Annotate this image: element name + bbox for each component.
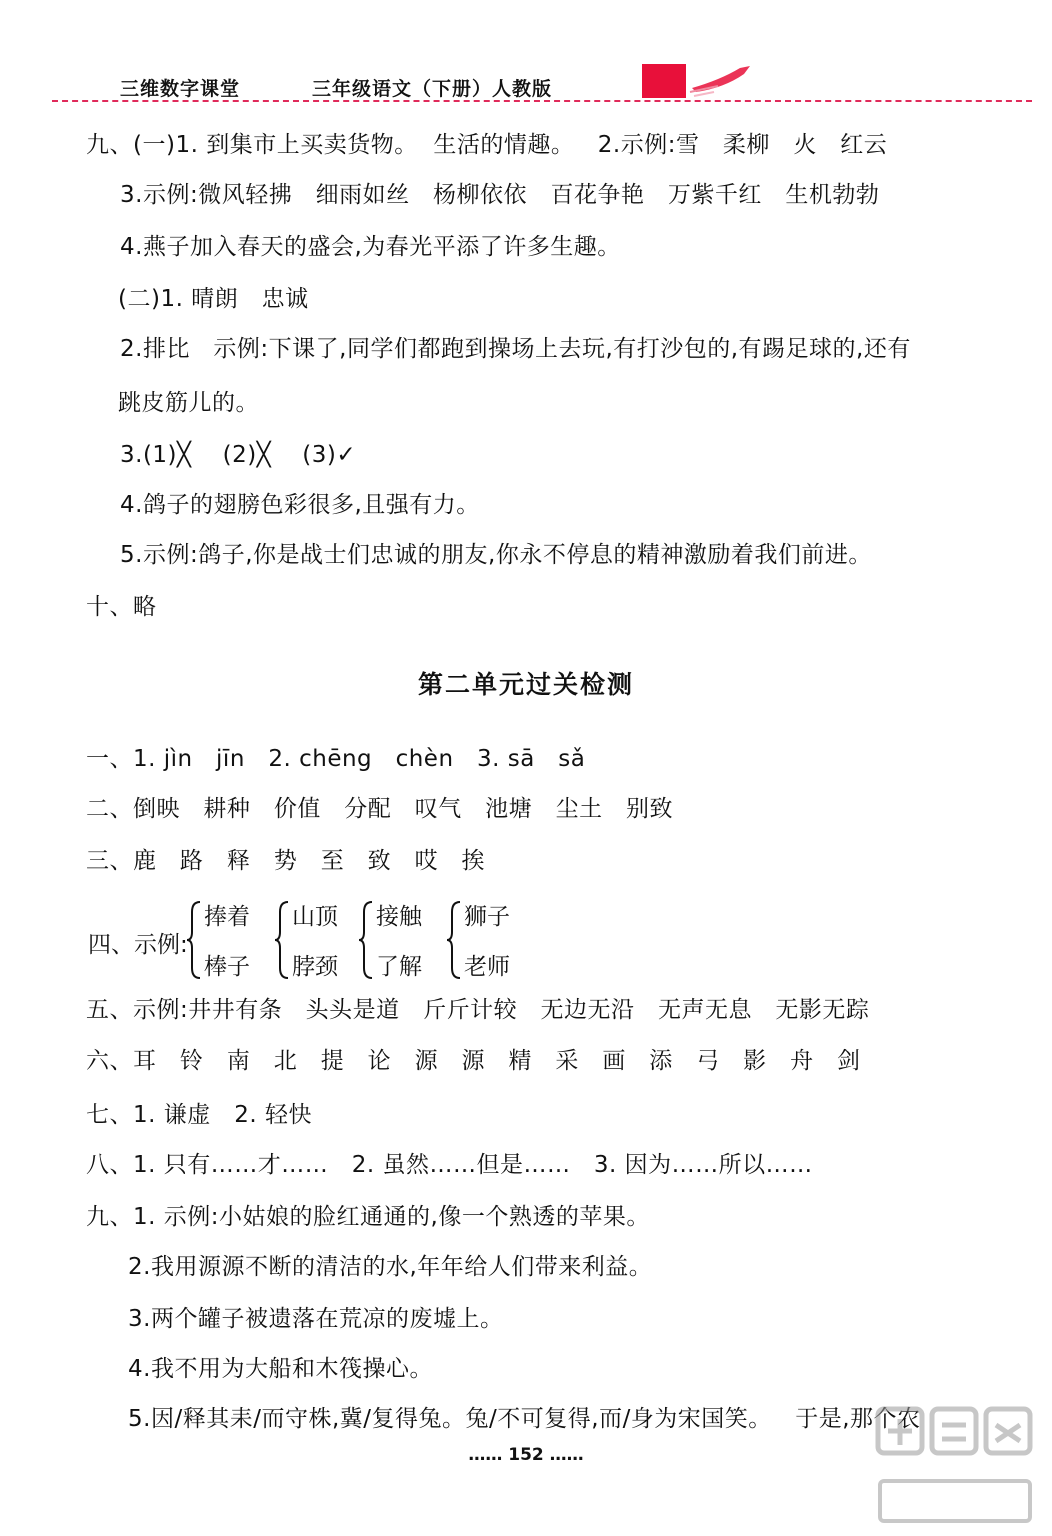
brace-answer-block xyxy=(88,894,588,984)
answer-line: 一、1. jìn jīn 2. chēng chèn 3. sā sǎ xyxy=(86,746,586,772)
answer-line: 跳皮筋儿的。 xyxy=(118,390,259,416)
series-name: 三维数字课堂 xyxy=(120,78,241,100)
answer-line: 3.(1)╳ (2)╳ (3)✓ xyxy=(120,442,357,468)
answer-line: 3.示例:微风轻拂 细雨如丝 杨柳依依 百花争艳 万紫千红 生机勃勃 xyxy=(120,182,880,208)
answer-line: 3.两个罐子被遗落在荒凉的废墟上。 xyxy=(128,1306,504,1332)
answer-line: 十、略 xyxy=(86,594,157,620)
word-top: 山顶 xyxy=(292,904,338,930)
answer-line: 二、倒映 耕种 价值 分配 叹气 池塘 尘土 别致 xyxy=(86,796,674,822)
page-number: …… 152 …… xyxy=(468,1445,584,1465)
word-top: 狮子 xyxy=(464,904,510,930)
brace-icon xyxy=(186,900,202,980)
book-title: 三年级语文（下册）人教版 xyxy=(312,78,553,100)
answer-line: 2.我用源源不断的清洁的水,年年给人们带来利益。 xyxy=(128,1254,653,1280)
word-bottom: 了解 xyxy=(376,954,422,980)
header-divider xyxy=(52,100,1032,102)
word-bottom: 老师 xyxy=(464,954,510,980)
rocket-logo-icon xyxy=(640,62,760,102)
word-bottom: 脖颈 xyxy=(292,954,338,980)
answer-line: 八、1. 只有……才…… 2. 虽然……但是…… 3. 因为……所以…… xyxy=(86,1152,813,1178)
answer-line: 2.排比 示例:下课了,同学们都跑到操场上去玩,有打沙包的,有踢足球的,还有 xyxy=(120,336,911,362)
answer-line: (二)1. 晴朗 忠诚 xyxy=(118,286,309,312)
answer-label: 四、示例: xyxy=(88,932,188,958)
answer-line: 七、1. 谦虚 2. 轻快 xyxy=(86,1102,312,1128)
brace-icon xyxy=(358,900,374,980)
answer-line: 4.鸽子的翅膀色彩很多,且强有力。 xyxy=(120,492,480,518)
page-header xyxy=(0,0,1052,105)
brace-icon xyxy=(446,900,462,980)
answer-line: 5.示例:鸽子,你是战士们忠诚的朋友,你永不停息的精神激励着我们前进。 xyxy=(120,542,872,568)
answer-line: 九、1. 示例:小姑娘的脸红通通的,像一个熟透的苹果。 xyxy=(86,1204,650,1230)
answer-line: 五、示例:井井有条 头头是道 斤斤计较 无边无沿 无声无息 无影无踪 xyxy=(86,997,870,1023)
answer-line: 六、耳 铃 南 北 提 论 源 源 精 采 画 添 弓 影 舟 剑 xyxy=(86,1048,861,1074)
word-top: 接触 xyxy=(376,904,422,930)
answer-line: 三、鹿 路 释 势 至 致 哎 挨 xyxy=(86,848,486,874)
answer-line: 4.燕子加入春天的盛会,为春光平添了许多生趣。 xyxy=(120,234,621,260)
word-bottom: 棒子 xyxy=(204,954,250,980)
answer-line: 九、(一)1. 到集市上买卖货物。 生活的情趣。 2.示例:雪 柔柳 火 红云 xyxy=(86,132,888,158)
watermark-logo-icon xyxy=(870,1395,1040,1535)
word-top: 捧着 xyxy=(204,904,250,930)
answer-line: 4.我不用为大船和木筏操心。 xyxy=(128,1356,433,1382)
brace-icon xyxy=(274,900,290,980)
answer-line: 5.因/释其耒/而守株,冀/复得兔。兔/不可复得,而/身为宋国笑。 于是,那个农 xyxy=(128,1406,921,1432)
unit-title: 第二单元过关检测 xyxy=(417,670,634,699)
